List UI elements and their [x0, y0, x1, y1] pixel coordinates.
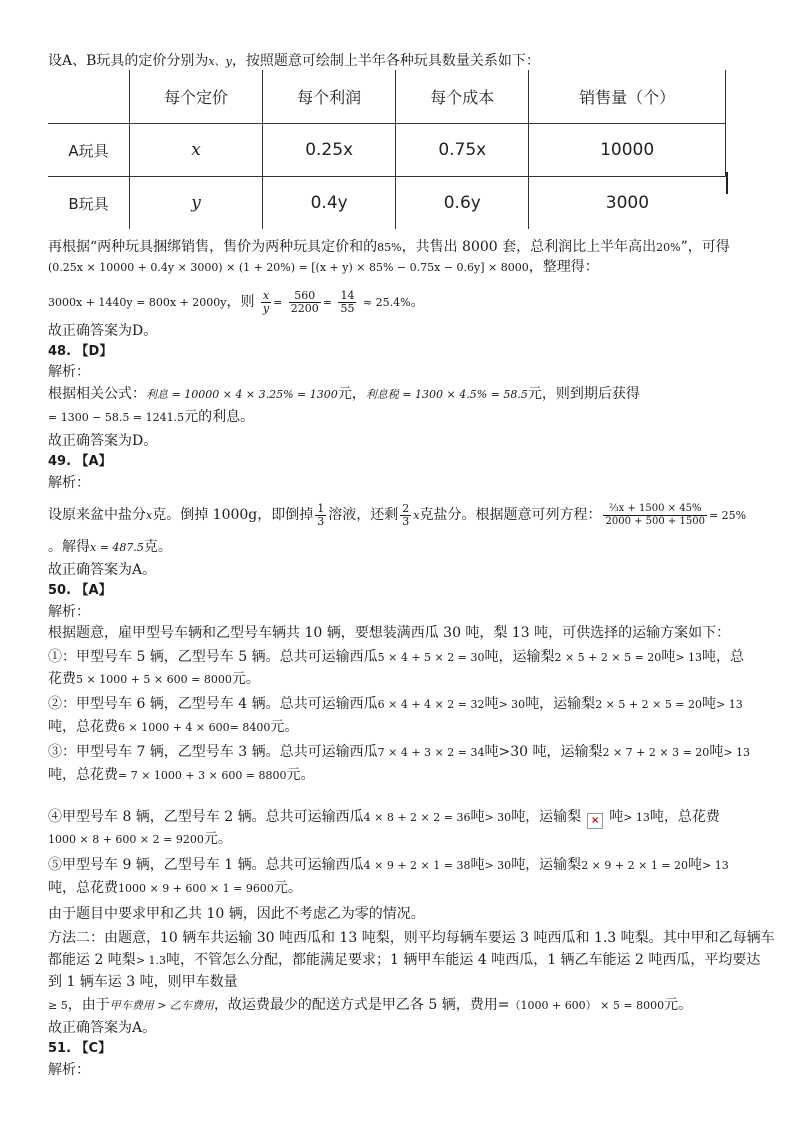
text: 元。	[203, 831, 232, 847]
math: 2 × 7 + 2 × 3 = 20	[602, 746, 710, 759]
math: 85%	[377, 241, 402, 254]
math: > 13	[702, 859, 729, 872]
text: 吨，运输梨	[511, 809, 582, 825]
text: 。	[410, 294, 425, 310]
math: > 13	[623, 811, 650, 824]
math: 2 × 5 + 2 × 5 = 20	[595, 698, 703, 711]
text: 吨，总花费	[48, 719, 118, 735]
method2-line2	[48, 951, 768, 970]
plan2-line2	[48, 718, 768, 737]
cell-cost: 0.75x	[396, 124, 529, 177]
row-label: B玩具	[48, 177, 130, 230]
q47-line1	[48, 238, 768, 257]
fraction	[338, 290, 356, 315]
math: > 13	[716, 698, 743, 711]
math: 6 × 4 + 4 × 2 = 32	[377, 698, 485, 711]
text: 克。倒掉 1000g，即倒掉	[152, 507, 314, 523]
text: ③：甲型号车 7 辆，乙型号车 3 辆。总共可运输西瓜	[48, 744, 378, 760]
math: = 25%	[708, 509, 747, 522]
method2-line4	[48, 996, 768, 1015]
math: ≥ 5	[48, 999, 68, 1012]
fraction	[261, 290, 271, 315]
text: 吨，总花费	[649, 809, 720, 825]
plan2-line1	[48, 695, 768, 714]
math: 2 × 5 + 2 × 5 = 20	[554, 651, 662, 664]
numerator: x	[262, 288, 270, 302]
text: 吨	[661, 649, 676, 665]
math: x	[413, 509, 420, 522]
math: 7 × 4 + 3 × 2 = 34	[377, 746, 485, 759]
math: > 30	[484, 859, 512, 872]
plan1-line1	[48, 648, 768, 667]
q47-answer: 故正确答案为D。	[48, 323, 158, 339]
text: 吨，总	[702, 649, 745, 665]
equation: 利息 = 10000 × 4 × 3.25% = 1300	[146, 388, 338, 401]
text: 都能运 2 吨梨	[48, 952, 136, 968]
table-header-cell	[48, 70, 130, 124]
denominator: y	[262, 301, 270, 315]
text: 克。	[143, 539, 172, 555]
math: 5 × 1000 + 5 × 600 = 8000	[76, 673, 232, 686]
cell-price: x	[130, 124, 263, 177]
q50-intro: 根据题意，雇甲型号车辆和乙型号车辆共 10 辆，要想装满西瓜 30 吨，梨 13 吨，可供选择的运输方案如下：	[48, 625, 731, 641]
cell-cost: 0.6y	[396, 177, 529, 230]
plan1-line2	[48, 670, 768, 689]
cell-sales: 3000	[529, 177, 726, 230]
q48-heading: 48. 【D】	[48, 344, 113, 359]
text: 元的利息。	[184, 409, 255, 425]
row-label: A玩具	[48, 124, 130, 177]
text: 吨，总花费	[48, 767, 118, 783]
math: 6 × 1000 + 4 × 600= 8400	[118, 721, 271, 734]
text: ②：甲型号车 6 辆，乙型号车 4 辆。总共可运输西瓜	[48, 696, 378, 712]
text: 设原来盆中盐分	[48, 507, 146, 523]
math: ≈ 25.4%	[362, 296, 411, 309]
method2-line3: 到 1 辆车运 3 吨，则甲车数量	[48, 974, 238, 990]
plan3-line1	[48, 743, 768, 762]
text: 吨>30 吨，运输梨	[484, 744, 603, 760]
q50-heading: 50. 【A】	[48, 583, 112, 598]
text: 克盐分。根据题意可列方程：	[419, 507, 602, 523]
text: 元，则到期后获得	[527, 386, 640, 402]
equation: (0.25x × 10000 + 0.4y × 3000) × (1 + 20%) = [(x + y) × 85% − 0.75x − 0.6y] × 8000	[48, 261, 529, 274]
text: 再根据“两种玩具捆绑销售，售价为两种玩具定价和的	[48, 239, 378, 255]
text: 元。	[273, 880, 302, 896]
intro-vars: x、y	[208, 55, 232, 68]
q48-line1	[48, 385, 768, 404]
table-edge-mark	[726, 172, 728, 194]
text: ，由于	[67, 997, 110, 1013]
denominator: 2200	[290, 301, 319, 315]
math: > 30	[498, 698, 526, 711]
cell-sales: 10000	[529, 124, 726, 177]
math: 20%	[656, 241, 681, 254]
fraction	[400, 503, 411, 528]
numerator: 14	[340, 288, 355, 302]
plan5-line1	[48, 856, 768, 875]
text: 吨，运输梨	[511, 857, 582, 873]
denominator: 3	[402, 514, 410, 528]
text: ④甲型号车 8 辆，乙型号车 2 辆。总共可运输西瓜	[48, 809, 364, 825]
text: ①：甲型号车 5 辆，乙型号车 5 辆。总共可运输西瓜	[48, 649, 378, 665]
text: 花费	[48, 671, 76, 687]
text: ，故运费最少的配送方式是甲乙各 5 辆，费用=	[213, 997, 510, 1013]
q49-line1	[48, 498, 768, 532]
equation: 利息税 = 1300 × 4.5% = 58.5	[365, 388, 528, 401]
q48-analysis: 解析：	[48, 364, 90, 380]
q49-answer: 故正确答案为A。	[48, 562, 157, 578]
math: x	[146, 509, 153, 522]
q48-answer: 故正确答案为D。	[48, 433, 158, 449]
math: （1000 + 600） × 5 = 8000	[509, 999, 665, 1012]
text: ⑤甲型号车 9 辆，乙型号车 1 辆。总共可运输西瓜	[48, 857, 364, 873]
broken-image-icon: ×	[587, 813, 603, 829]
intro-text: 设A、B玩具的定价分别为	[48, 53, 209, 69]
plan4-line2	[48, 830, 768, 849]
denominator: 2000 + 500 + 1500	[605, 515, 705, 527]
q49-analysis: 解析：	[48, 475, 90, 491]
table-header-cell: 每个利润	[263, 70, 396, 124]
fraction	[315, 503, 326, 528]
table-row	[48, 124, 726, 177]
text: ，则	[226, 294, 255, 310]
numerator: ⅔x + 1500 × 45%	[603, 503, 706, 516]
math: > 13	[675, 651, 703, 664]
table-header-cell: 销售量（个）	[529, 70, 726, 124]
math: x = 487.5	[90, 541, 144, 554]
text: 元，	[337, 386, 366, 402]
numerator: 2	[402, 501, 410, 515]
text: 吨	[470, 857, 485, 873]
q50-answer: 故正确答案为A。	[48, 1020, 157, 1036]
math: 4 × 8 + 2 × 2 = 36	[363, 811, 471, 824]
q50-note: 由于题目中要求甲和乙共 10 辆，因此不考虑乙为零的情况。	[48, 906, 425, 922]
equation: 3000x + 1440y = 800x + 2000y	[48, 296, 227, 309]
text: 吨	[609, 809, 624, 825]
math: = 7 × 1000 + 3 × 600 = 8800	[118, 769, 287, 782]
text: 元。	[231, 671, 260, 687]
math: 甲车费用 > 乙车费用	[109, 999, 214, 1012]
math: 4 × 9 + 2 × 1 = 38	[363, 859, 471, 872]
q50-analysis: 解析：	[48, 604, 90, 620]
table-header-cell: 每个定价	[130, 70, 263, 124]
intro-tail: ，按照题意可绘制上半年各种玩具数量关系如下：	[231, 53, 540, 69]
q51-analysis: 解析：	[48, 1062, 90, 1078]
math: 5 × 4 + 5 × 2 = 30	[377, 651, 485, 664]
plan5-line2	[48, 879, 768, 898]
cell-profit: 0.4y	[263, 177, 396, 230]
fraction	[603, 503, 706, 528]
text: 吨，运输梨	[525, 696, 596, 712]
text: 吨，总花费	[48, 880, 118, 896]
text: 元。	[270, 719, 299, 735]
table-row	[48, 177, 726, 230]
text: 根据相关公式：	[48, 386, 146, 402]
text: 吨	[688, 857, 703, 873]
math: 2 × 9 + 2 × 1 = 20	[581, 859, 689, 872]
text: 吨	[470, 809, 485, 825]
text: ，整理得：	[528, 259, 599, 275]
math: > 1.3	[135, 954, 167, 967]
plan3-line2	[48, 766, 768, 785]
math: > 30	[484, 811, 512, 824]
text: 吨	[702, 696, 717, 712]
q51-heading: 51. 【C】	[48, 1041, 112, 1056]
text: ”，可得	[680, 239, 730, 255]
toy-table	[48, 70, 726, 229]
math: 1000 × 9 + 600 × 1 = 9600	[118, 882, 274, 895]
denominator: 3	[317, 514, 325, 528]
q48-line2	[48, 408, 768, 427]
text: 元。	[286, 767, 315, 783]
plan4-line1	[48, 808, 768, 829]
fraction	[289, 290, 321, 315]
text: 吨	[484, 696, 499, 712]
text: 。解得	[48, 539, 90, 555]
numerator: 1	[317, 501, 325, 515]
q47-line3: 3000x + 1440y = 800x + 2000y，则 $\frac{x}{y}$ = $\frac{560}{2200}$ = $\frac{14}{55}$ ≈ 25.4%。	[48, 288, 425, 315]
math: > 13	[723, 746, 751, 759]
text: 元。	[664, 997, 693, 1013]
denominator: 55	[340, 301, 355, 315]
q47-line2	[48, 258, 768, 277]
text: 吨，运输梨	[484, 649, 555, 665]
table-header-row	[48, 70, 726, 124]
intro-line	[48, 52, 768, 71]
cell-profit: 0.25x	[263, 124, 396, 177]
cell-price: y	[130, 177, 263, 230]
equation: = 1300 − 58.5 = 1241.5	[48, 411, 185, 424]
q49-heading: 49. 【A】	[48, 454, 112, 469]
text: 吨	[709, 744, 724, 760]
method2-line1: 方法二：由题意，10 辆车共运输 30 吨西瓜和 13 吨梨，则平均每辆车要运 3 吨西瓜和 1.3 吨梨。其中甲和乙每辆车	[48, 930, 775, 946]
text: 吨，不管怎么分配，都能满足要求；1 辆甲车能运 4 吨西瓜，1 辆乙车能运 2 吨西瓜，平均要达	[166, 952, 761, 968]
numerator: 560	[289, 290, 321, 303]
table-header-cell: 每个成本	[396, 70, 529, 124]
math: 1000 × 8 + 600 × 2 = 9200	[48, 833, 204, 846]
q49-line2	[48, 538, 768, 557]
text: 溶液，还剩	[328, 507, 399, 523]
text: ，共售出 8000 套，总利润比上半年高出	[401, 239, 657, 255]
